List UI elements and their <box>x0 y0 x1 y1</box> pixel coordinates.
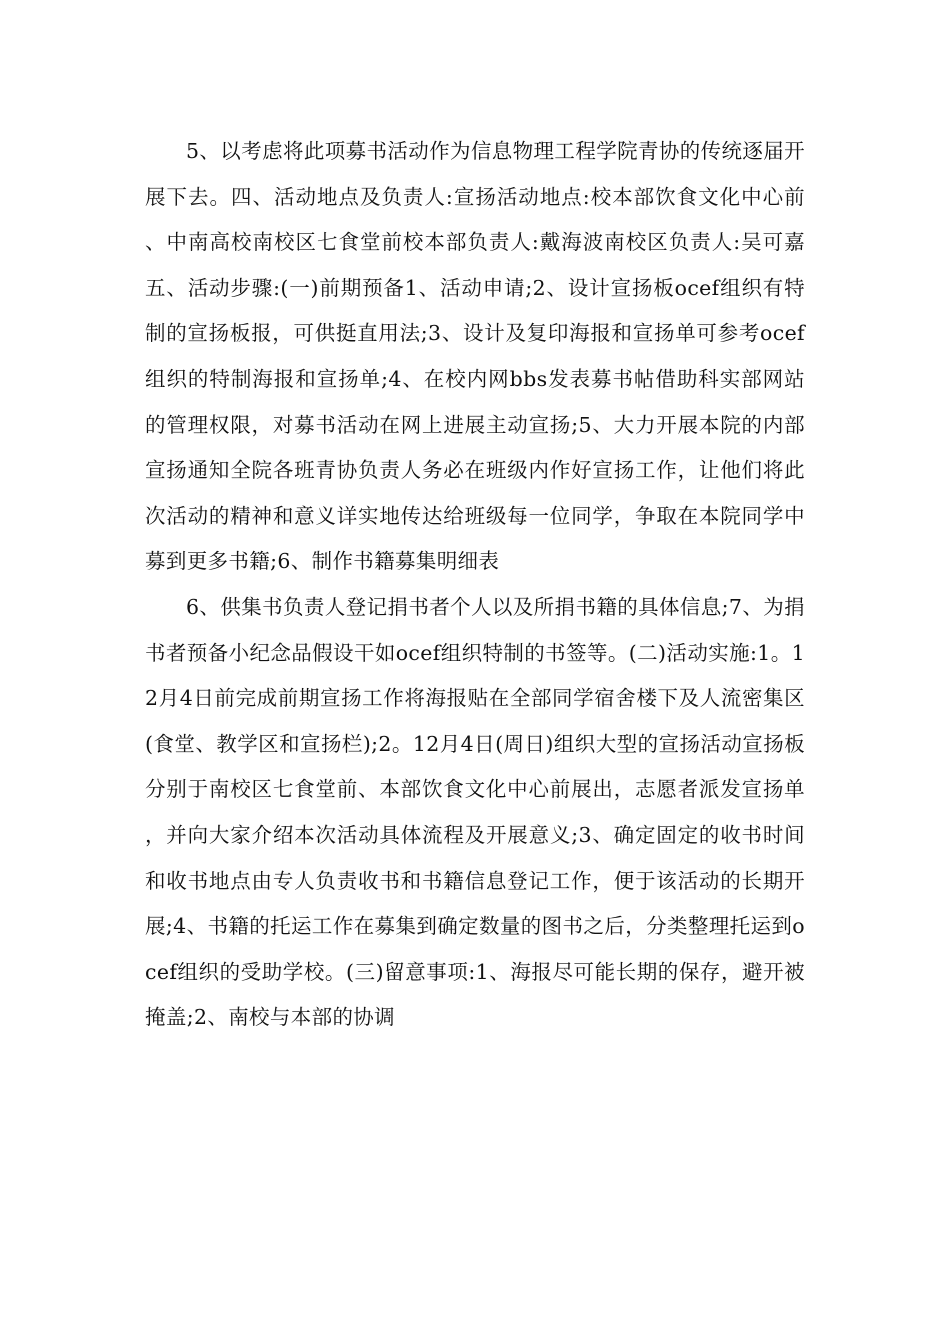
paragraph-2: 6、供集书负责人登记捐书者个人以及所捐书籍的具体信息;7、为捐书者预备小纪念品假设干如ocef组织特制的书签等。(二)活动实施:1。12月4日前完成前期宣扬工作将海报贴在全部同学宿舍楼下及人流密集区(食堂、教学区和宣扬栏);2。12月4日(周日)组织大型的宣扬活动宣扬板分别于南校区七食堂前、本部饮食文化中心前展出，志愿者派发宣扬单，并向大家介绍本次活动具体流程及开展意义;3、确定固定的收书时间和收书地点由专人负责收书和书籍信息登记工作，便于该活动的长期开展;4、书籍的托运工作在募集到确定数量的图书之后，分类整理托运到ocef组织的受助学校。(三)留意事项:1、海报尽可能长期的保存，避开被掩盖;2、南校与本部的协调 <box>145 594 805 1030</box>
document-body <box>145 129 805 1041</box>
paragraph-1: 5、以考虑将此项募书活动作为信息物理工程学院青协的传统逐届开展下去。四、活动地点及负责人:宣扬活动地点:校本部饮食文化中心前、中南高校南校区七食堂前校本部负责人:戴海波南校区负责人:吴可嘉五、活动步骤:(一)前期预备1、活动申请;2、设计宣扬板ocef组织有特制的宣扬板报，可供挺直用法;3、设计及复印海报和宣扬单可参考ocef组织的特制海报和宣扬单;4、在校内网bbs发表募书帖借助科实部网站的管理权限，对募书活动在网上进展主动宣扬;5、大力开展本院的内部宣扬通知全院各班青协负责人务必在班级内作好宣扬工作，让他们将此次活动的精神和意义详实地传达给班级每一位同学，争取在本院同学中募到更多书籍;6、制作书籍募集明细表 <box>145 139 805 574</box>
